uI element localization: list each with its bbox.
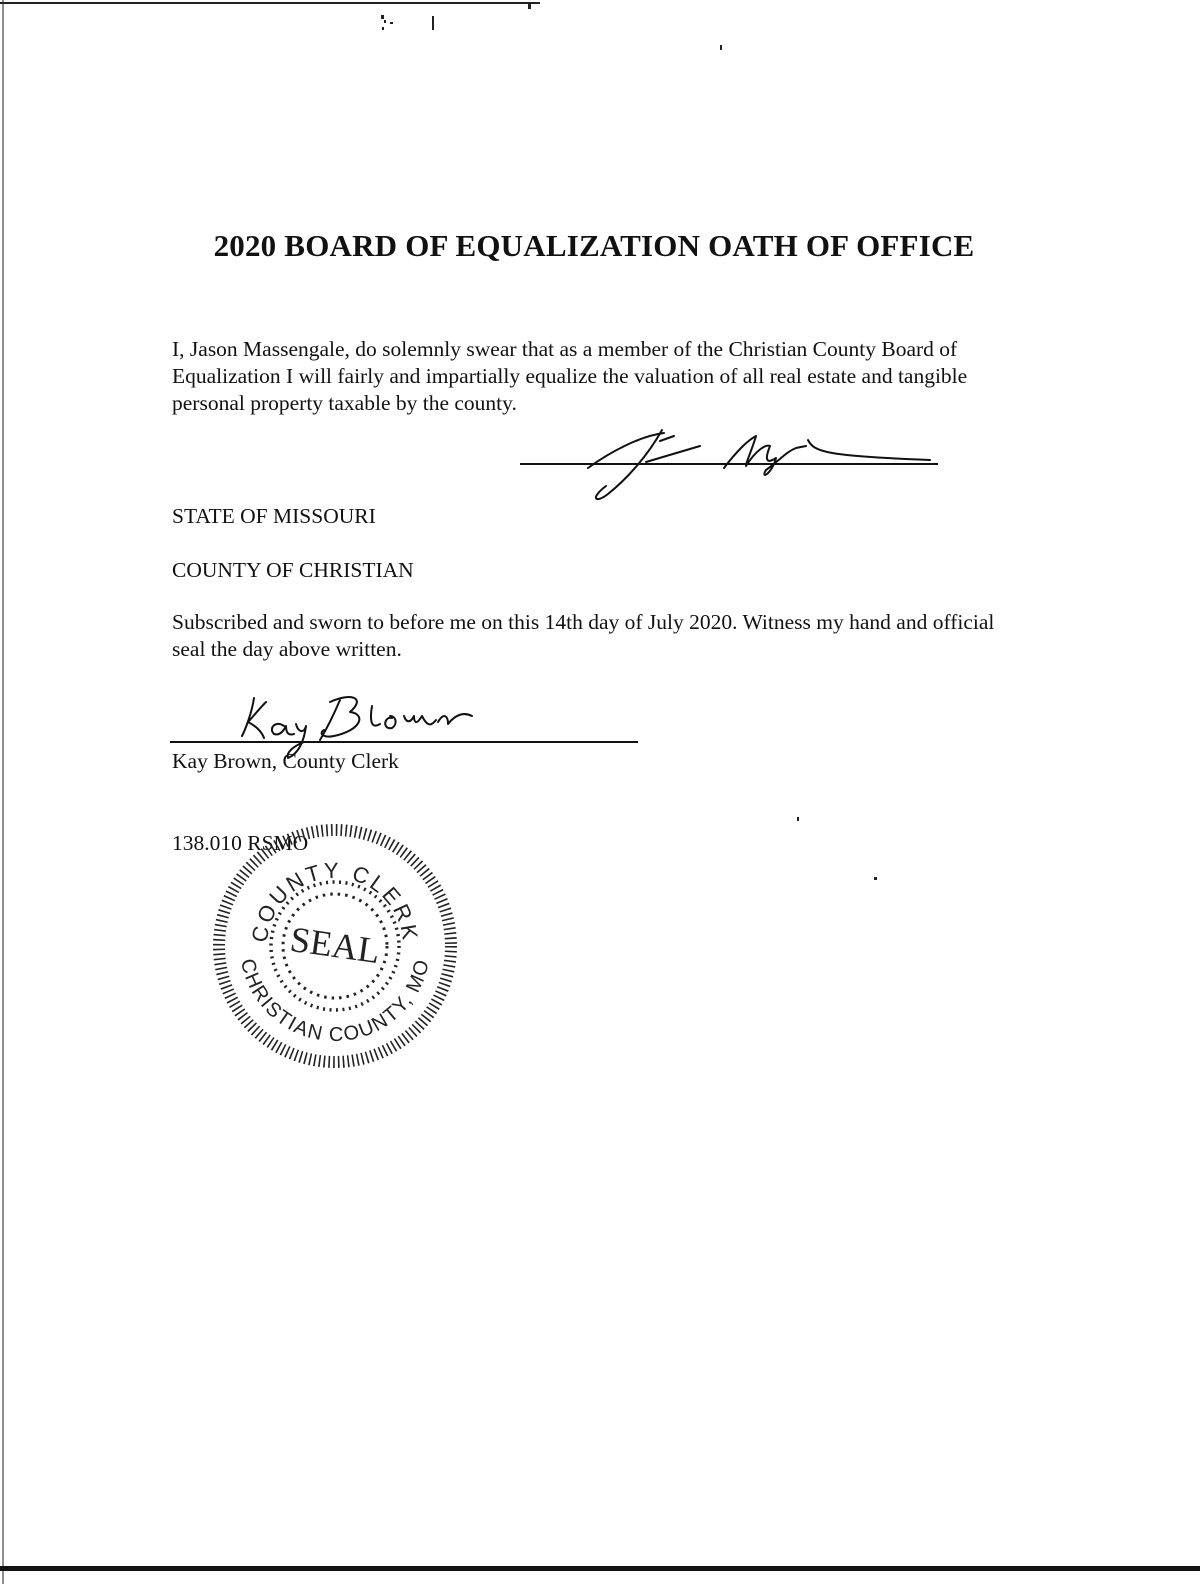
svg-text:CHRISTIAN COUNTY, MO: CHRISTIAN COUNTY, MO: [235, 956, 435, 1047]
oath-paragraph: I, Jason Massengale, do solemnly swear that as a member of the Christian County Board of Equalization I will fairly and impartially equalize the valuation of all real estate and tangible personal property taxable by the county.: [172, 337, 968, 415]
svg-text:SEAL: SEAL: [287, 918, 383, 972]
svg-text:COUNTY CLERK: COUNTY CLERK: [246, 857, 424, 945]
clerk-title: Kay Brown, County Clerk: [172, 749, 399, 773]
clerk-signature-line: [170, 741, 638, 743]
subscribed-paragraph: Subscribed and sworn to before me on this 14th day of July 2020. Witness my hand and official seal the day above written.: [172, 610, 995, 661]
document-title: 2020 BOARD OF EQUALIZATION OATH OF OFFICE: [213, 228, 975, 263]
statute-reference: 138.010 RSMO: [172, 831, 309, 855]
county-clerk-seal: [212, 823, 458, 1069]
county-label: COUNTY OF CHRISTIAN: [172, 558, 414, 582]
member-signature-line: [520, 463, 938, 465]
state-label: STATE OF MISSOURI: [172, 504, 376, 528]
